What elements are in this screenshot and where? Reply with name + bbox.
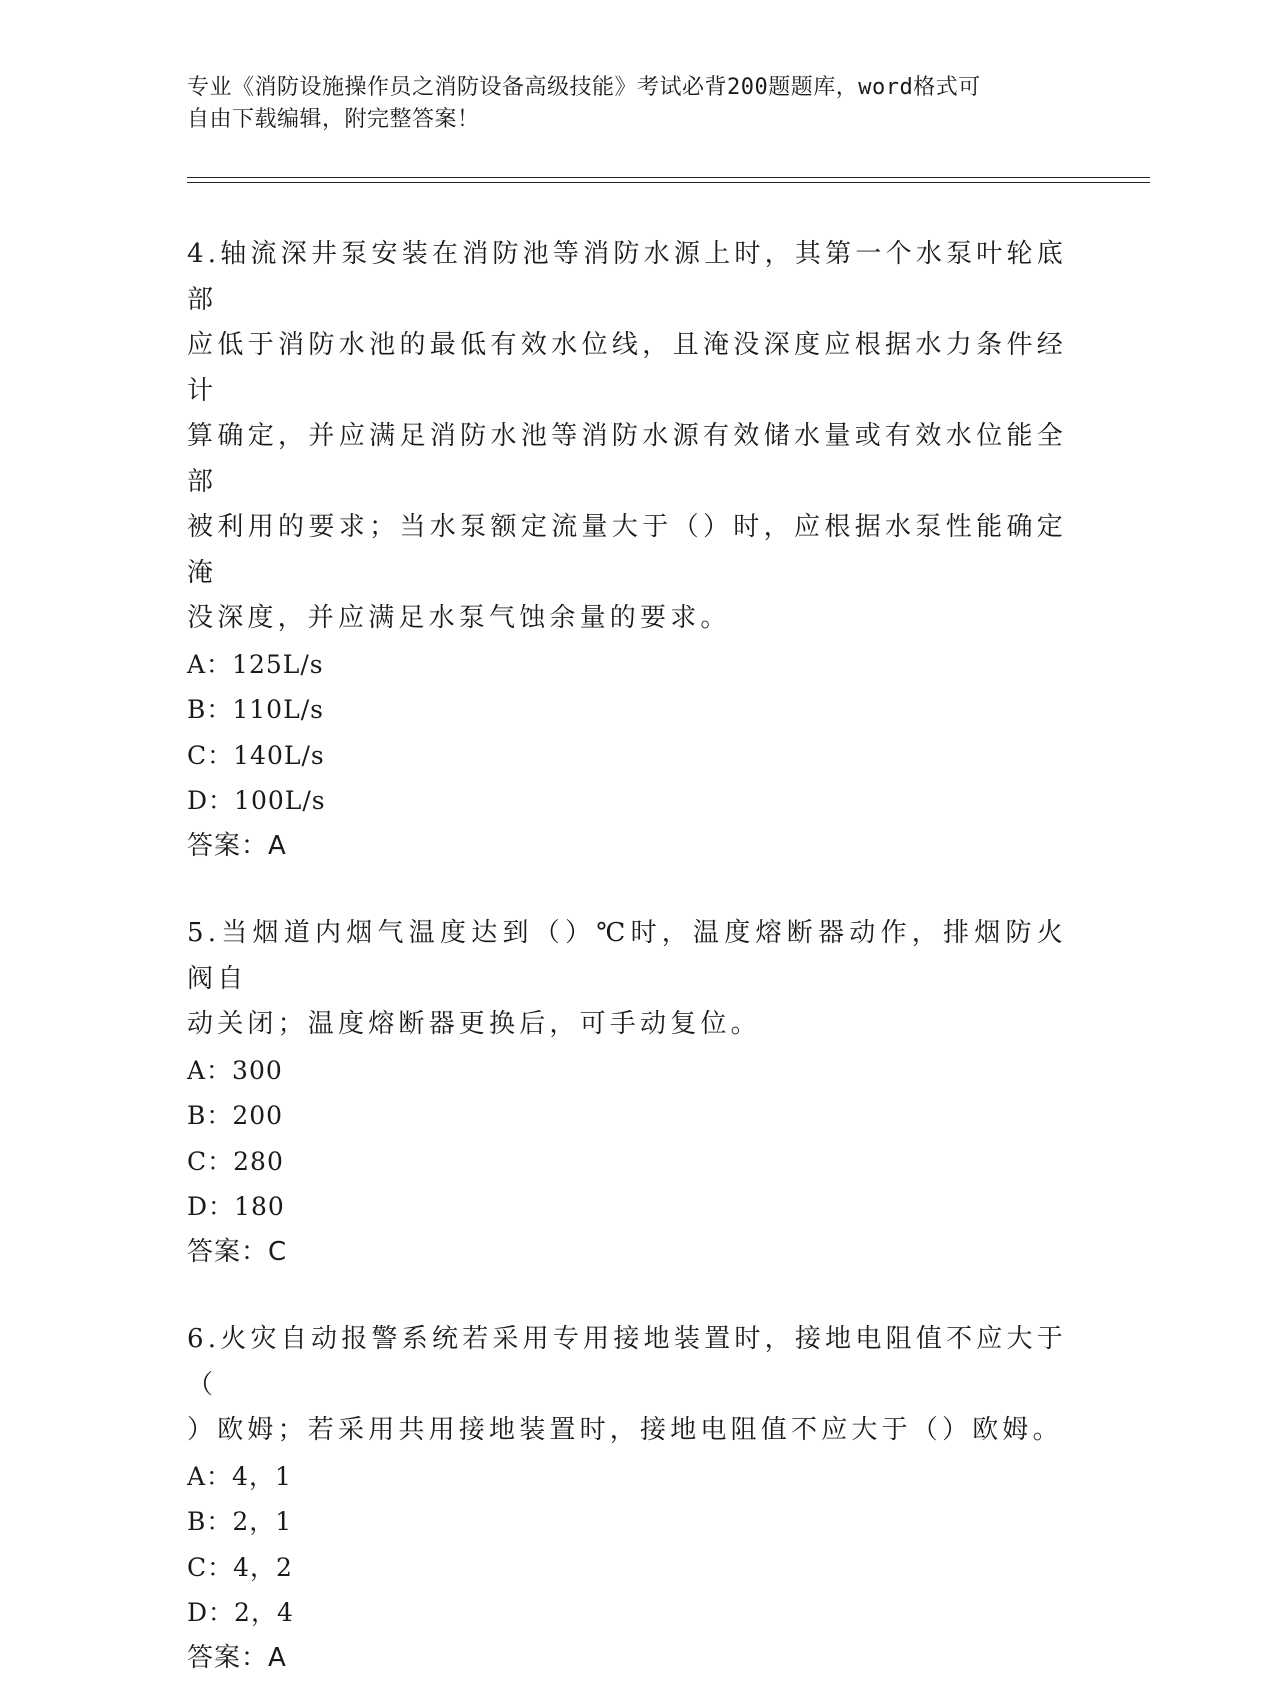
- question-5-option-a: A：300: [187, 1048, 1067, 1094]
- question-5-option-d: D：180: [187, 1184, 1067, 1230]
- question-6-answer: 答案：A: [187, 1636, 1067, 1681]
- question-4-option-d: D：100L/s: [187, 778, 1067, 824]
- question-5-stem-line: 5.当烟道内烟气温度达到（）℃时，温度熔断器动作，排烟防火阀自: [187, 911, 1067, 1002]
- question-6-option-b: B：2，1: [187, 1499, 1067, 1545]
- question-6-stem-line: ）欧姆；若采用共用接地装置时，接地电阻值不应大于（）欧姆。: [187, 1408, 1067, 1454]
- question-4-option-b: B：110L/s: [187, 687, 1067, 733]
- question-5-stem-line: 动关闭；温度熔断器更换后，可手动复位。: [187, 1002, 1067, 1048]
- question-5-answer: 答案：C: [187, 1230, 1067, 1276]
- header-line-1: 专业《消防设施操作员之消防设备高级技能》考试必背200题题库，word格式可: [187, 72, 1067, 104]
- question-5: [187, 911, 1067, 1275]
- header-divider-top: [187, 177, 1150, 178]
- question-4-stem-line: 没深度，并应满足水泵气蚀余量的要求。: [187, 596, 1067, 642]
- header-divider-bottom: [187, 182, 1150, 183]
- question-4: [187, 232, 1067, 869]
- header-line-2: 自由下载编辑，附完整答案！: [187, 104, 1067, 136]
- question-4-stem-line: 算确定，并应满足消防水池等消防水源有效储水量或有效水位能全部: [187, 414, 1067, 505]
- question-spacer: [187, 1275, 1067, 1317]
- question-5-option-b: B：200: [187, 1093, 1067, 1139]
- question-6: [187, 1317, 1067, 1681]
- question-4-option-a: A：125L/s: [187, 642, 1067, 688]
- question-5-option-c: C：280: [187, 1139, 1067, 1185]
- question-6-option-d: D：2，4: [187, 1590, 1067, 1636]
- question-6-option-a: A：4，1: [187, 1454, 1067, 1500]
- question-6-stem-line: 6.火灾自动报警系统若采用专用接地装置时，接地电阻值不应大于（: [187, 1317, 1067, 1408]
- question-4-stem-line: 4.轴流深井泵安装在消防池等消防水源上时，其第一个水泵叶轮底部: [187, 232, 1067, 323]
- document-header: [187, 72, 1067, 136]
- question-4-stem-line: 被利用的要求；当水泵额定流量大于（）时，应根据水泵性能确定淹: [187, 505, 1067, 596]
- question-list: [187, 232, 1067, 1681]
- question-spacer: [187, 869, 1067, 911]
- question-6-option-c: C：4，2: [187, 1545, 1067, 1591]
- question-4-answer: 答案：A: [187, 824, 1067, 870]
- question-4-stem-line: 应低于消防水池的最低有效水位线，且淹没深度应根据水力条件经计: [187, 323, 1067, 414]
- question-4-option-c: C：140L/s: [187, 733, 1067, 779]
